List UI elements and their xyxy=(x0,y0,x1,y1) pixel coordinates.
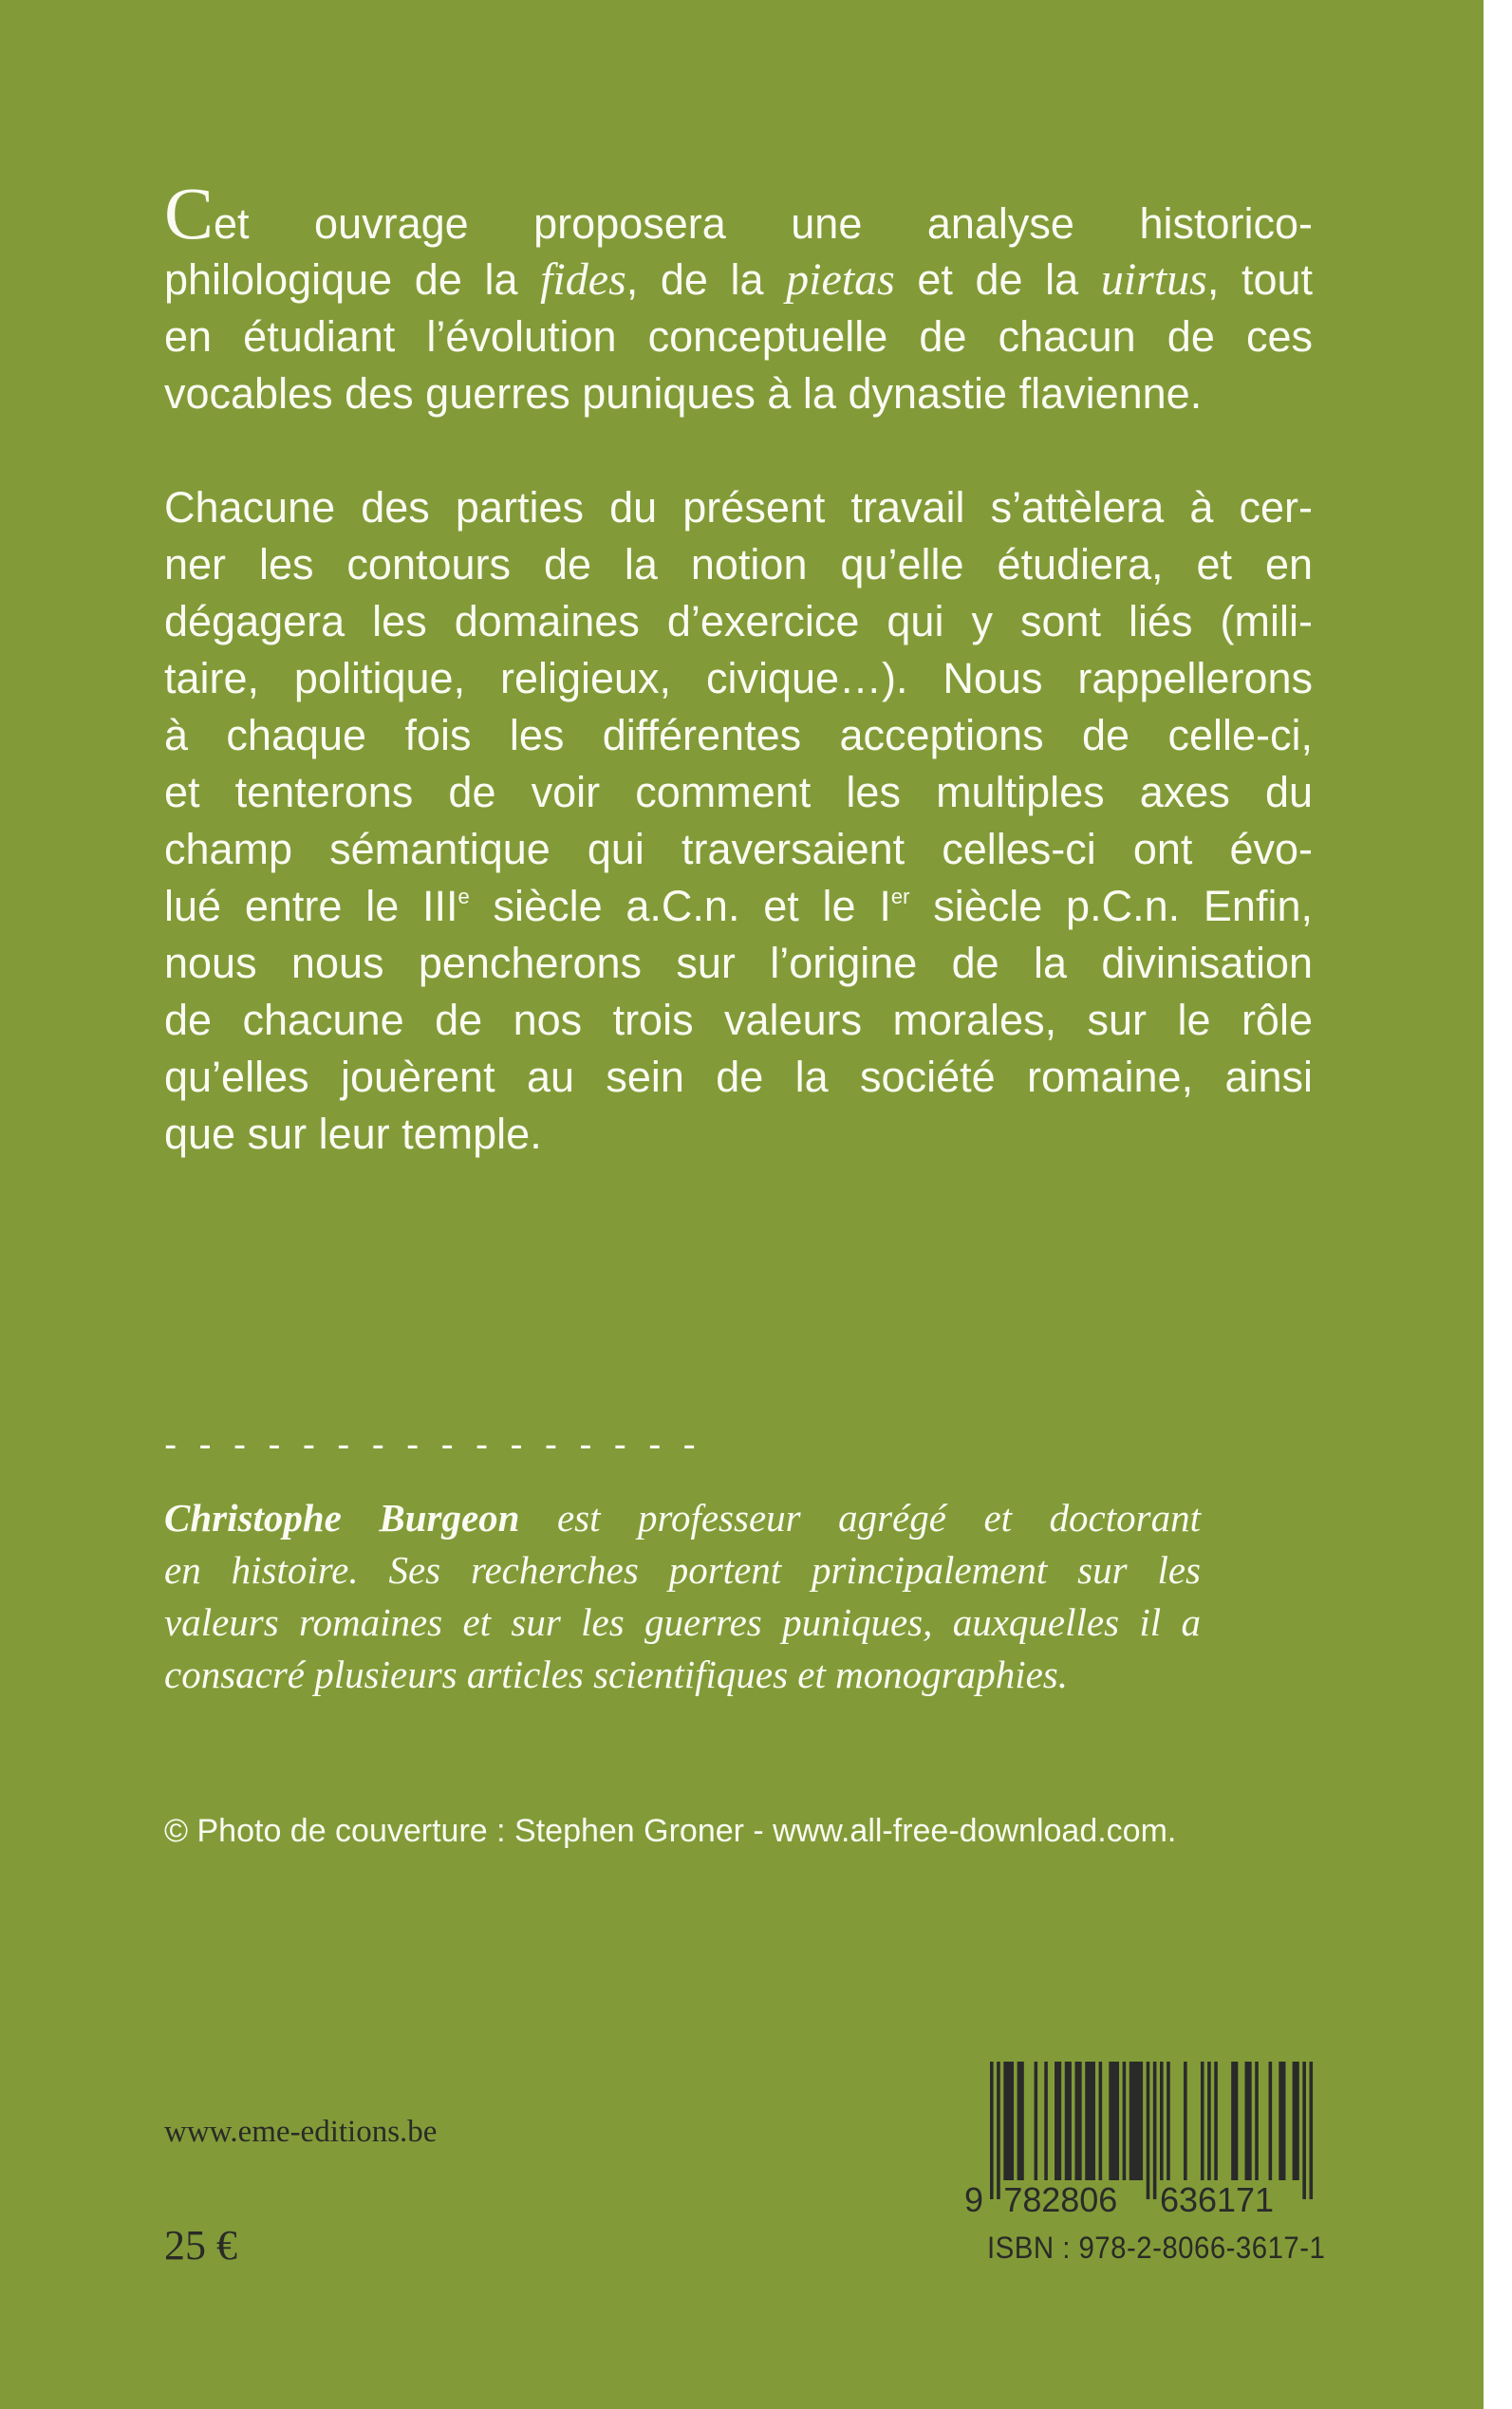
barcode-bar xyxy=(1065,2062,1072,2180)
blurb-paragraph-1 xyxy=(164,172,1314,422)
isbn-label: ISBN : 978-2-8066-3617-1 xyxy=(987,2231,1326,2265)
text-line xyxy=(164,365,1313,422)
barcode-bar xyxy=(1055,2062,1061,2180)
text-segment: Christophe Burgeon xyxy=(164,1496,520,1540)
text-segment: vocables des guerres puniques à la dynastie flavienne. xyxy=(164,369,1203,418)
text-segment: dégagera les domaines d’exercice qui y sont liés (mili- xyxy=(164,597,1313,645)
text-segment: nous nous pencherons sur l’origine de la divinisation xyxy=(164,939,1313,987)
text-segment: en histoire. Ses recherches portent principalement sur les xyxy=(164,1548,1201,1592)
text-segment: siècle p.C.n. Enfin, xyxy=(909,882,1313,930)
text-line xyxy=(164,1492,1201,1544)
text-line xyxy=(164,1049,1313,1106)
barcode-bars xyxy=(959,2062,1319,2213)
text-segment: e xyxy=(457,885,470,908)
text-line xyxy=(164,252,1313,308)
barcode-bar xyxy=(1201,2062,1204,2180)
text-segment: qu’elles jouèrent au sein de la société romaine, ainsi xyxy=(164,1053,1313,1101)
text-segment: er xyxy=(890,885,910,908)
barcode-bar xyxy=(1123,2062,1127,2180)
text-segment: que sur leur temple. xyxy=(164,1110,542,1158)
text-segment: et de la xyxy=(894,255,1101,304)
barcode-bar xyxy=(1310,2062,1314,2199)
text-segment: de chacune de nos trois valeurs morales, sur le rôle xyxy=(164,996,1313,1044)
text-segment: uirtus xyxy=(1100,254,1207,305)
text-segment: est professeur agrégé et doctorant xyxy=(519,1496,1201,1540)
text-line xyxy=(164,308,1313,365)
text-line xyxy=(164,707,1313,764)
text-line xyxy=(164,1544,1201,1597)
barcode-bar xyxy=(1207,2062,1211,2180)
barcode-bar xyxy=(990,2062,994,2199)
text-segment: , de la xyxy=(625,255,787,304)
barcode-digits: 782806 xyxy=(1003,2180,1118,2213)
text-line xyxy=(164,935,1313,992)
text-segment: champ sémantique qui traversaient celles-ci ont évo- xyxy=(164,825,1313,873)
photo-credit: © Photo de couverture : Stephen Groner - www.all-free-download.com. xyxy=(164,1813,1177,1849)
barcode-bar xyxy=(1167,2062,1170,2180)
text-segment: fides xyxy=(540,254,626,305)
barcode-bar xyxy=(1147,2062,1150,2199)
text-segment: taire, politique, religieux, civique…). Nous rappellerons xyxy=(164,654,1313,702)
barcode-bar xyxy=(1231,2062,1238,2180)
barcode-bar xyxy=(1184,2062,1187,2180)
barcode-bar xyxy=(1153,2062,1157,2199)
drop-cap: C xyxy=(164,172,215,254)
text-line xyxy=(164,1597,1201,1649)
barcode-bar xyxy=(997,2062,1000,2199)
barcode-bar xyxy=(1279,2062,1285,2180)
text-segment: siècle a.C.n. et le I xyxy=(469,882,891,930)
barcode xyxy=(959,2062,1319,2213)
text-line xyxy=(164,593,1313,650)
barcode-bar xyxy=(1109,2062,1119,2180)
text-segment: pietas xyxy=(786,254,895,305)
text-segment: et tenterons de voir comment les multiples axes du xyxy=(164,768,1313,816)
text-segment: , tout xyxy=(1206,255,1314,304)
barcode-digits: 9 xyxy=(964,2180,984,2213)
text-segment: et ouvrage proposera une analyse historico- xyxy=(214,199,1313,248)
text-segment: Chacune des parties du présent travail s’attèlera à cer- xyxy=(164,483,1313,532)
barcode-bar xyxy=(1099,2062,1103,2180)
price: 25 € xyxy=(164,2222,237,2269)
barcode-bar xyxy=(1214,2062,1218,2180)
text-line xyxy=(164,650,1313,707)
text-segment: philologique de la xyxy=(164,255,541,304)
blurb-paragraph-2 xyxy=(164,479,1313,1163)
text-segment: valeurs romaines et sur les guerres puniques, auxquelles il a xyxy=(164,1600,1201,1644)
text-line xyxy=(164,878,1313,935)
text-line xyxy=(164,764,1313,821)
barcode-bar xyxy=(1085,2062,1095,2180)
barcode-bar xyxy=(1044,2062,1048,2180)
barcode-bar xyxy=(1160,2062,1164,2180)
author-bio xyxy=(164,1492,1201,1701)
text-line xyxy=(164,172,1313,254)
text-line xyxy=(164,1106,1313,1163)
barcode-bar xyxy=(1245,2062,1252,2180)
text-line xyxy=(164,992,1313,1049)
barcode-bar xyxy=(1075,2062,1082,2180)
barcode-bar xyxy=(1003,2062,1014,2180)
barcode-digits: 636171 xyxy=(1160,2180,1274,2213)
barcode-bar xyxy=(1293,2062,1299,2180)
barcode-bar xyxy=(1129,2062,1143,2180)
text-segment: consacré plusieurs articles scientifiques et monographies. xyxy=(164,1653,1068,1696)
text-segment: lué entre le III xyxy=(164,882,458,930)
barcode-bar xyxy=(1255,2062,1259,2180)
text-line xyxy=(164,1649,1201,1701)
text-segment: à chaque fois les différentes acceptions de celle-ci, xyxy=(164,711,1313,759)
barcode-bar xyxy=(1302,2062,1306,2199)
separator-dashes: - - - - - - - - - - - - - - - - xyxy=(164,1424,701,1466)
text-segment: en étudiant l’évolution conceptuelle de chacun de ces xyxy=(164,312,1313,361)
text-line xyxy=(164,536,1313,593)
text-segment: ner les contours de la notion qu’elle étudiera, et en xyxy=(164,540,1313,588)
barcode-bar xyxy=(1017,2062,1024,2180)
barcode-bar xyxy=(1035,2062,1038,2180)
text-line xyxy=(164,821,1313,878)
text-line xyxy=(164,479,1313,536)
publisher-website[interactable]: www.eme-editions.be xyxy=(164,2115,438,2149)
barcode-bar xyxy=(1269,2062,1273,2180)
